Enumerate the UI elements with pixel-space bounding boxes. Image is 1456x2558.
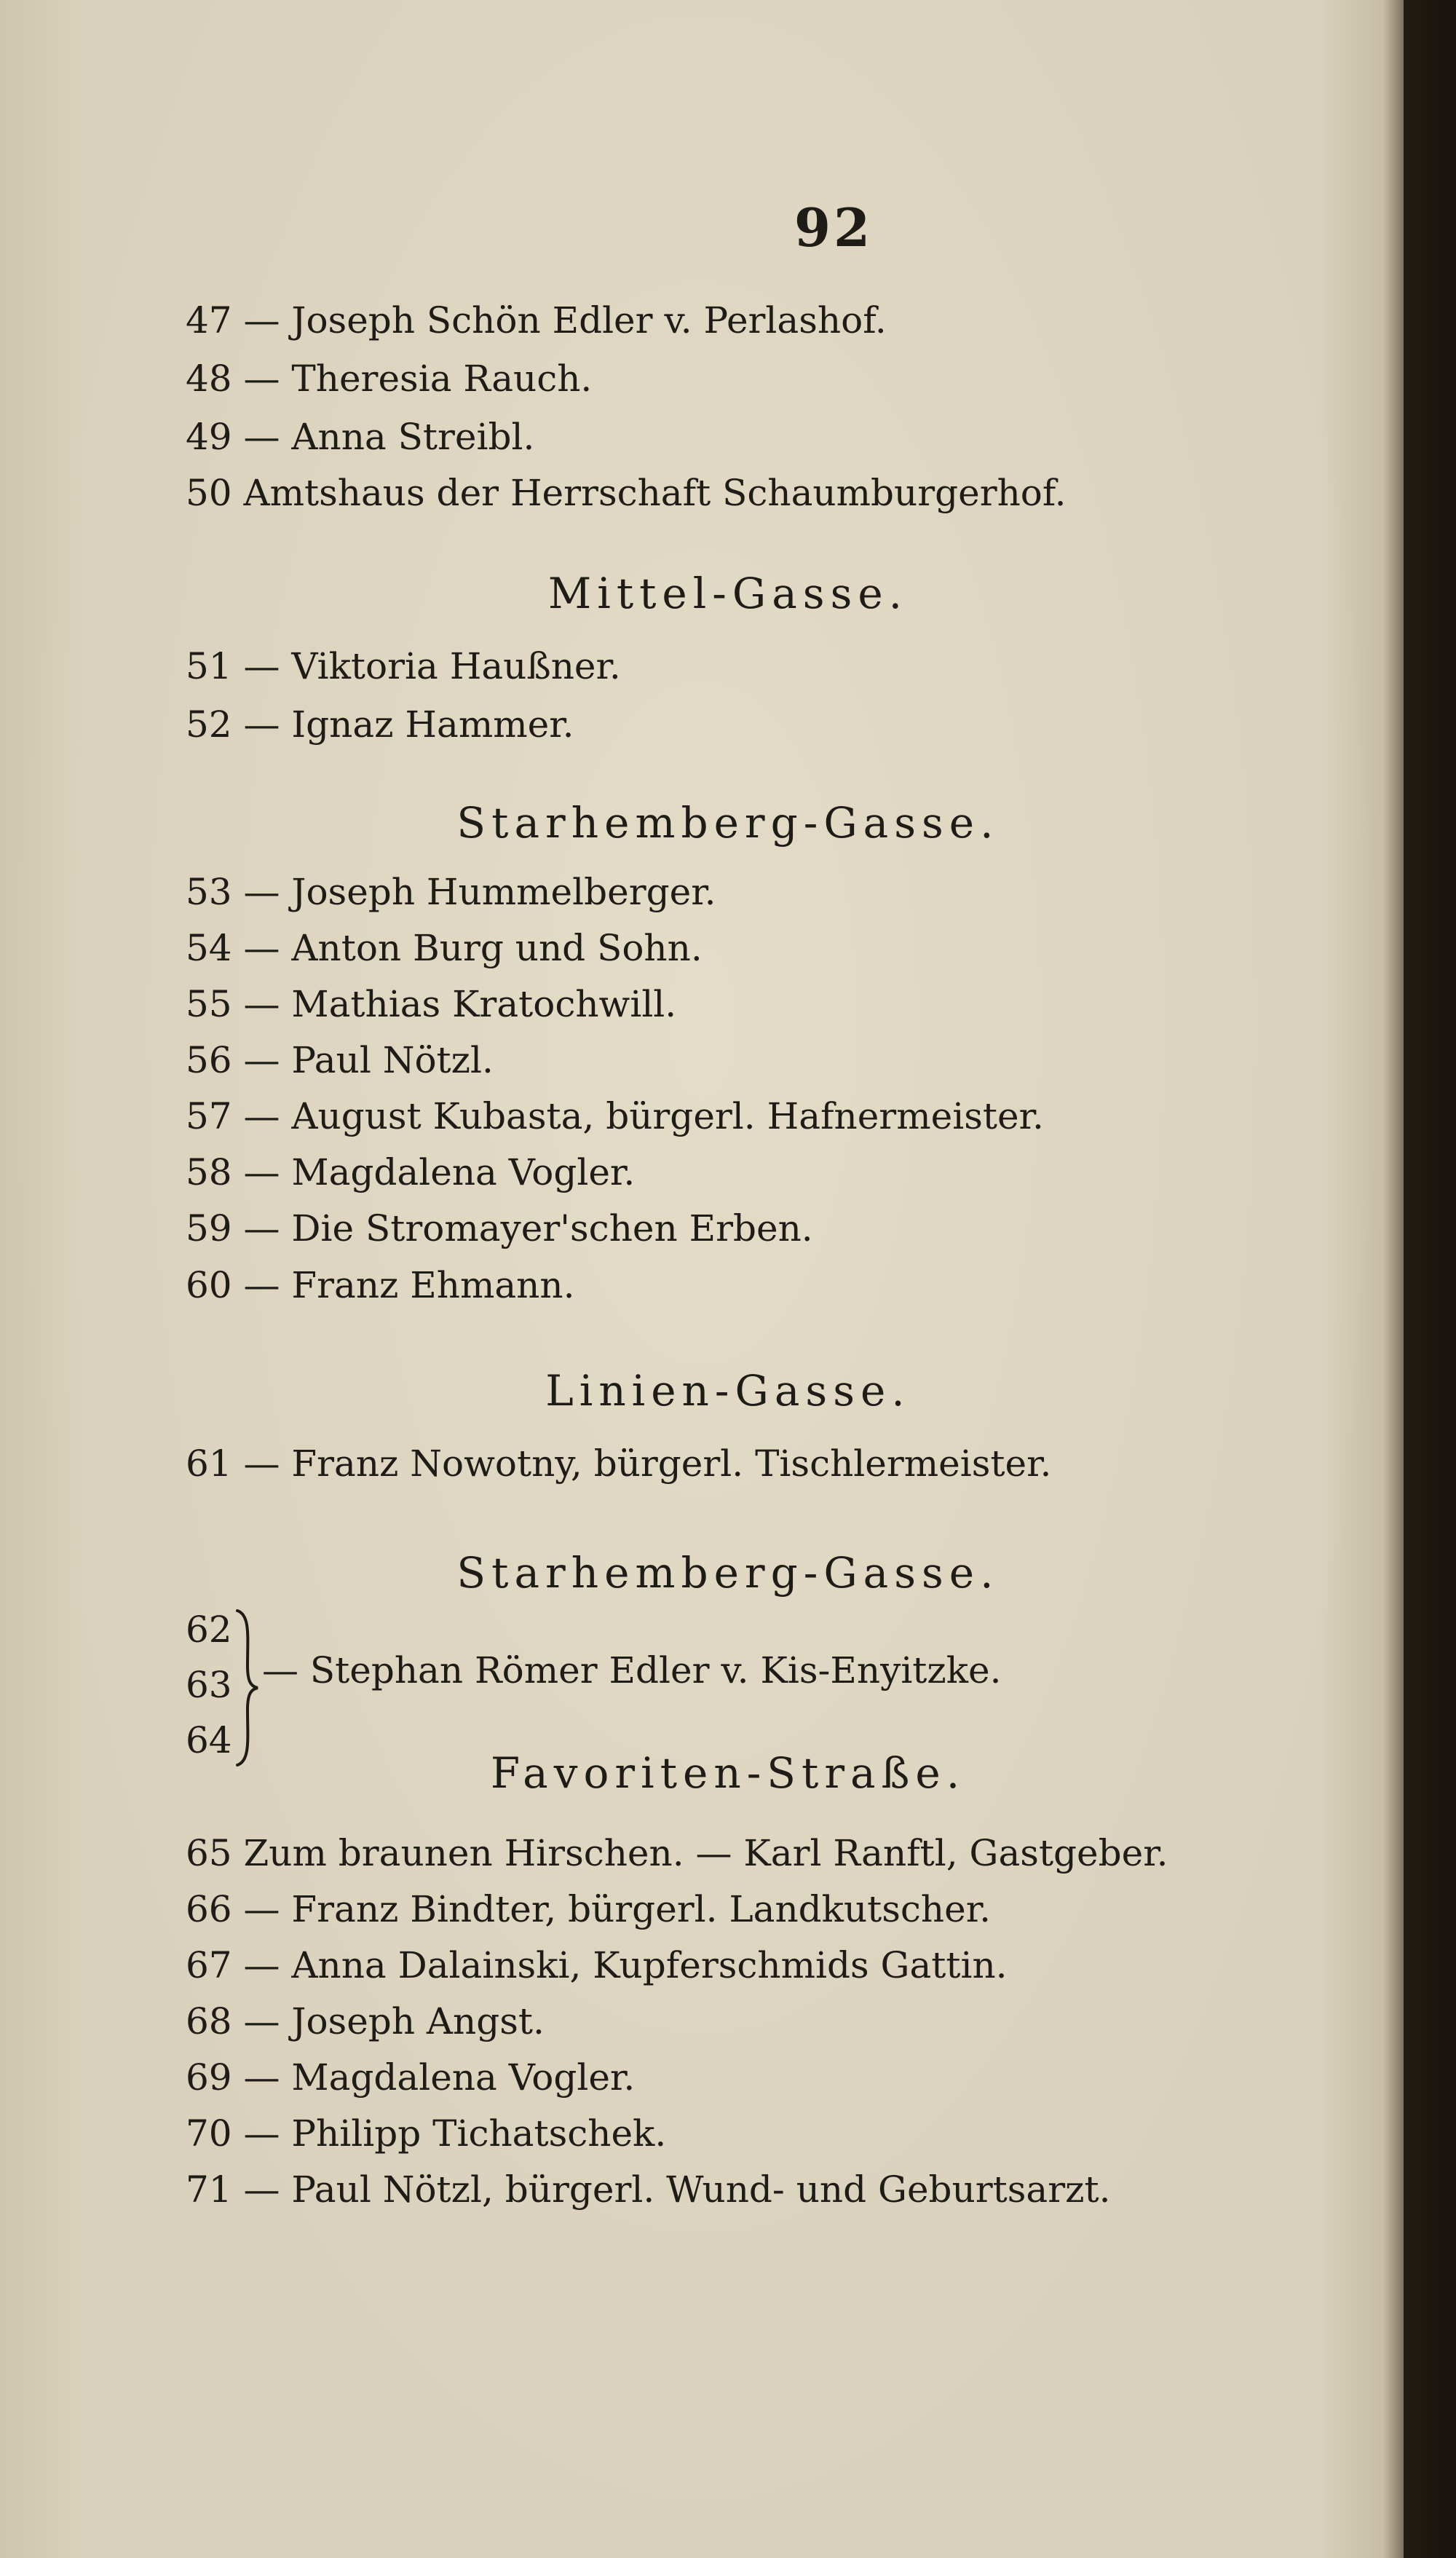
entry-53: 53 — Joseph Hummelberger. [186, 871, 716, 913]
entry-61: 61 — Franz Nowotny, bürgerl. Tischlermeister. [186, 1442, 1052, 1485]
entry-69: 69 — Magdalena Vogler. [186, 2056, 636, 2099]
entry-68: 68 — Joseph Angst. [186, 2000, 545, 2042]
entry-66: 66 — Franz Bindter, bürgerl. Landkutscher. [186, 1888, 992, 1930]
entry-67: 67 — Anna Dalainski, Kupferschmids Gattin. [186, 1944, 1008, 1986]
entry-49: 49 — Anna Streibl. [186, 416, 535, 458]
entry-57: 57 — August Kubasta, bürgerl. Hafnermeister. [186, 1095, 1044, 1137]
entry-64-number: 64 [186, 1719, 232, 1761]
section-heading-linien-gasse: Linien-Gasse. [545, 1366, 911, 1416]
section-heading-starhemberg-gasse: Starhemberg-Gasse. [456, 798, 1000, 848]
page-edge-shadow [1383, 0, 1456, 2558]
curly-brace-icon [234, 1608, 261, 1768]
entry-70: 70 — Philipp Tichatschek. [186, 2112, 667, 2155]
entry-62-number: 62 [186, 1608, 232, 1651]
page-number: 92 [794, 197, 874, 258]
entry-62-64: — Stephan Römer Edler v. Kis-Enyitzke. [262, 1649, 1002, 1691]
entry-50: 50 Amtshaus der Herrschaft Schaumburgerhof. [186, 472, 1067, 514]
entry-56: 56 — Paul Nötzl. [186, 1039, 494, 1081]
entry-60: 60 — Franz Ehmann. [186, 1264, 575, 1306]
entry-47: 47 — Joseph Schön Edler v. Perlashof. [186, 299, 887, 342]
section-heading-favoriten-strasse: Favoriten-Straße. [490, 1748, 966, 1798]
entry-58: 58 — Magdalena Vogler. [186, 1151, 636, 1193]
entry-54: 54 — Anton Burg und Sohn. [186, 927, 703, 969]
entry-71: 71 — Paul Nötzl, bürgerl. Wund- und Geburtsarzt. [186, 2168, 1111, 2211]
entry-63-number: 63 [186, 1664, 232, 1706]
section-heading-mittel-gasse: Mittel-Gasse. [547, 569, 909, 618]
entry-48: 48 — Theresia Rauch. [186, 358, 593, 400]
entry-51: 51 — Viktoria Haußner. [186, 645, 621, 687]
entry-55: 55 — Mathias Kratochwill. [186, 983, 677, 1025]
section-heading-starhemberg-gasse-2: Starhemberg-Gasse. [456, 1548, 1000, 1598]
entry-65: 65 Zum braunen Hirschen. — Karl Ranftl, Gastgeber. [186, 1832, 1168, 1874]
brace-group-numbers [186, 1602, 232, 1768]
entry-52: 52 — Ignaz Hammer. [186, 703, 574, 746]
entry-59: 59 — Die Stromayer'schen Erben. [186, 1207, 813, 1250]
